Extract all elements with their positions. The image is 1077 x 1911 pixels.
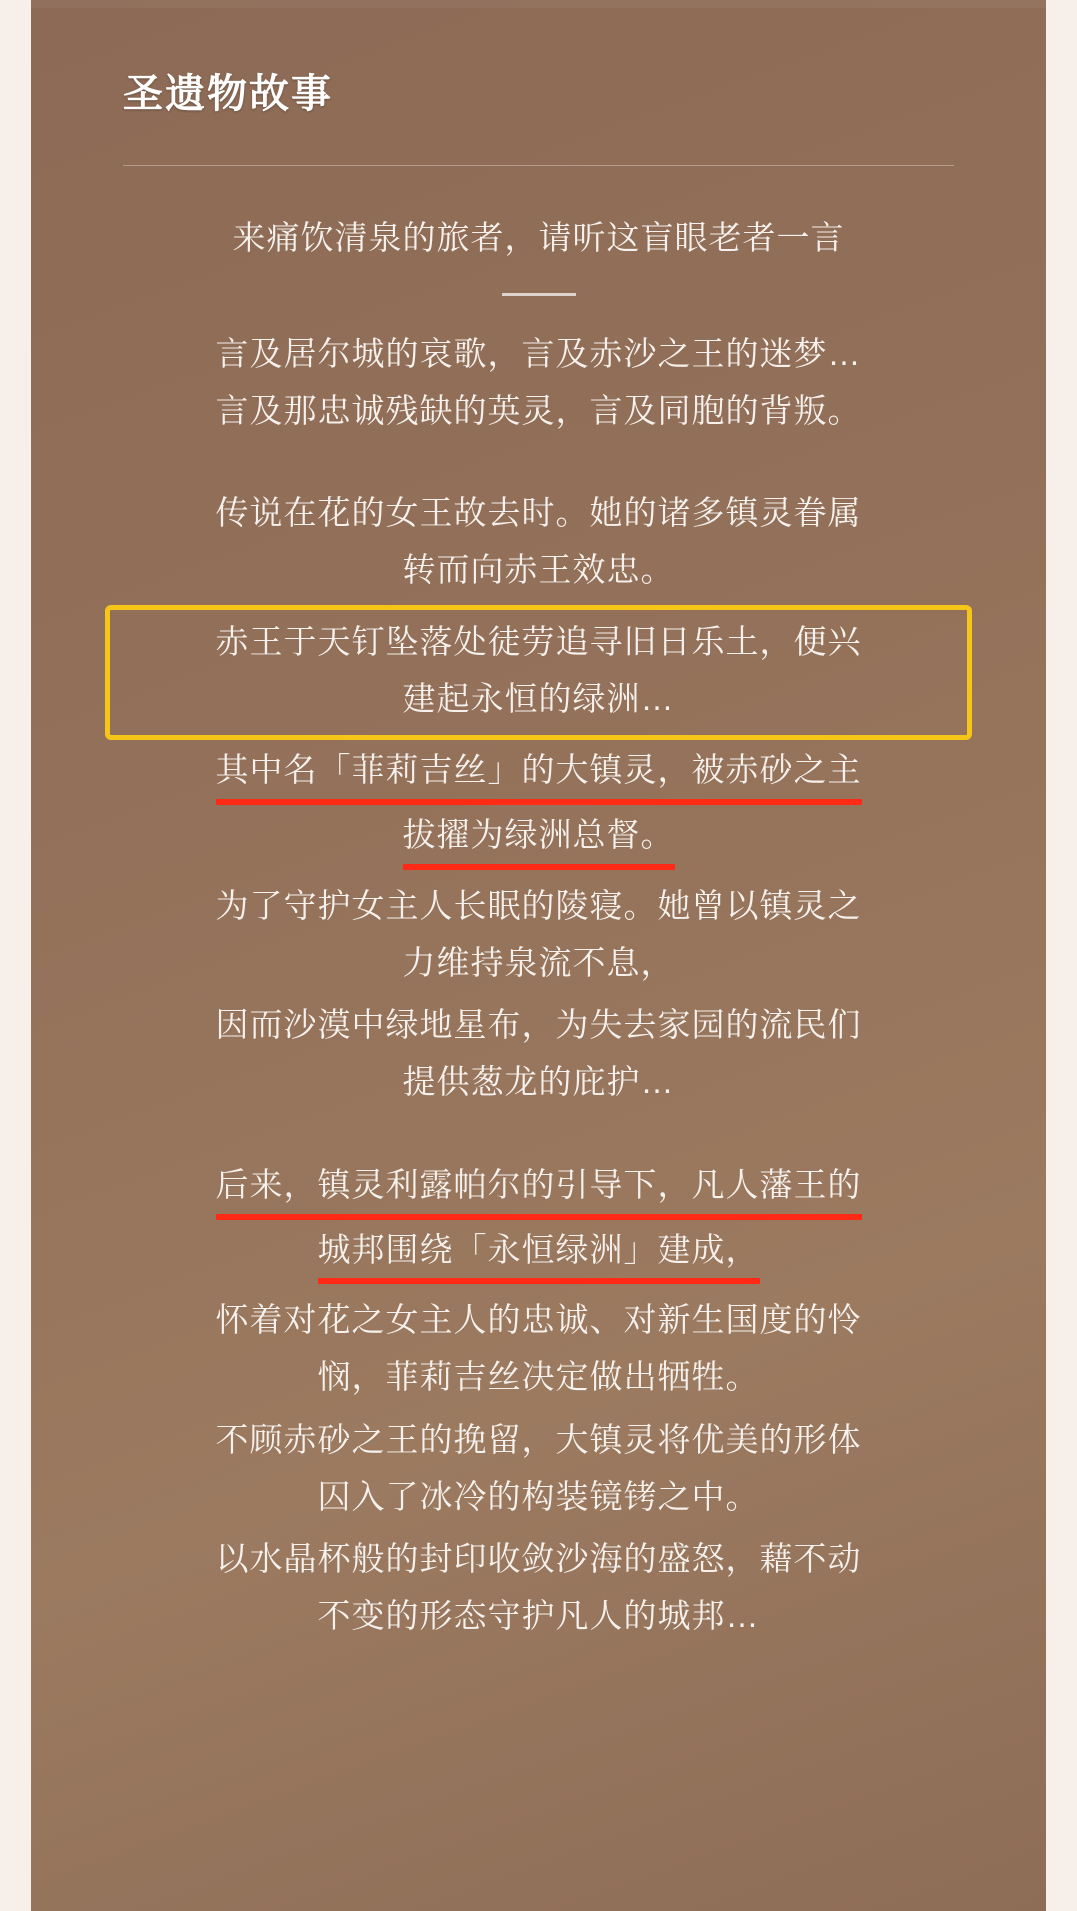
- story-paragraph-5: [109, 878, 968, 992]
- red-underline-segment: 城邦围绕「永恒绿洲」建成，: [318, 1222, 760, 1287]
- story-line: 囚入了冰冷的构装镜铐之中。: [317, 1477, 760, 1515]
- underlined-annotation-paragraph-2: [109, 1157, 968, 1287]
- story-paragraph-1: [109, 326, 968, 440]
- panel-content: [31, 0, 1046, 1651]
- underlined-annotation-paragraph-1: [109, 742, 968, 872]
- story-paragraph-6: [109, 997, 968, 1111]
- story-paragraph-10: [109, 1531, 968, 1645]
- story-line: 为了守护女主人长眠的陵寝。她曾以镇灵之: [215, 886, 862, 924]
- story-lead: 来痛饮清泉的旅者，请听这盲眼老者一言: [232, 219, 845, 256]
- story-body: [101, 210, 976, 1645]
- story-line: 建起永恒的绿洲…: [402, 679, 675, 717]
- red-underline-segment: 拔擢为绿洲总督。: [403, 807, 675, 872]
- story-line-underlined: [109, 1222, 968, 1287]
- title-divider: [123, 165, 954, 166]
- story-line: 赤王于天钉坠落处徒劳追寻旧日乐土，便兴: [215, 622, 862, 660]
- page-title: 圣遗物故事: [123, 72, 333, 116]
- artifact-story-panel: [31, 0, 1046, 1911]
- story-line: 传说在花的女王故去时。她的诸多镇灵眷属: [215, 494, 862, 532]
- story-line: 悯，菲莉吉丝决定做出牺牲。: [317, 1358, 760, 1395]
- story-paragraph-8: [109, 1292, 968, 1406]
- highlighted-annotation-box: [105, 605, 972, 741]
- story-line: 力维持泉流不息，: [402, 943, 675, 981]
- story-line: 言及居尔城的哀歌，言及赤沙之王的迷梦…: [215, 334, 862, 372]
- story-line-underlined: [109, 742, 968, 807]
- red-underline-segment: 其中名「菲莉吉丝」的大镇灵，被赤砂之主: [216, 742, 862, 807]
- story-line: 因而沙漠中绿地星布，为失去家园的流民们: [215, 1006, 862, 1044]
- paragraph-spacer: [109, 1117, 968, 1157]
- story-line: 转而向赤王效忠。: [402, 551, 675, 588]
- story-line: 不顾赤砂之王的挽留，大镇灵将优美的形体: [215, 1420, 862, 1458]
- story-line-underlined: [109, 807, 968, 872]
- story-line: 怀着对花之女主人的忠诚、对新生国度的怜: [215, 1301, 862, 1339]
- story-paragraph-9: [109, 1412, 968, 1526]
- story-line: 以水晶杯般的封印收敛沙海的盛怒，藉不动: [215, 1540, 862, 1578]
- section-rule: [502, 293, 576, 296]
- red-underline-segment: 后来，镇灵利露帕尔的引导下，凡人藩王的: [216, 1157, 862, 1222]
- story-line: 不变的形态守护凡人的城邦…: [317, 1597, 760, 1634]
- paragraph-spacer: [109, 445, 968, 485]
- story-line: 提供葱龙的庇护…: [402, 1063, 675, 1100]
- story-line: 言及那忠诚残缺的英灵，言及同胞的背叛。: [215, 391, 862, 429]
- story-paragraph-2: [109, 485, 968, 599]
- story-line-underlined: [109, 1157, 968, 1222]
